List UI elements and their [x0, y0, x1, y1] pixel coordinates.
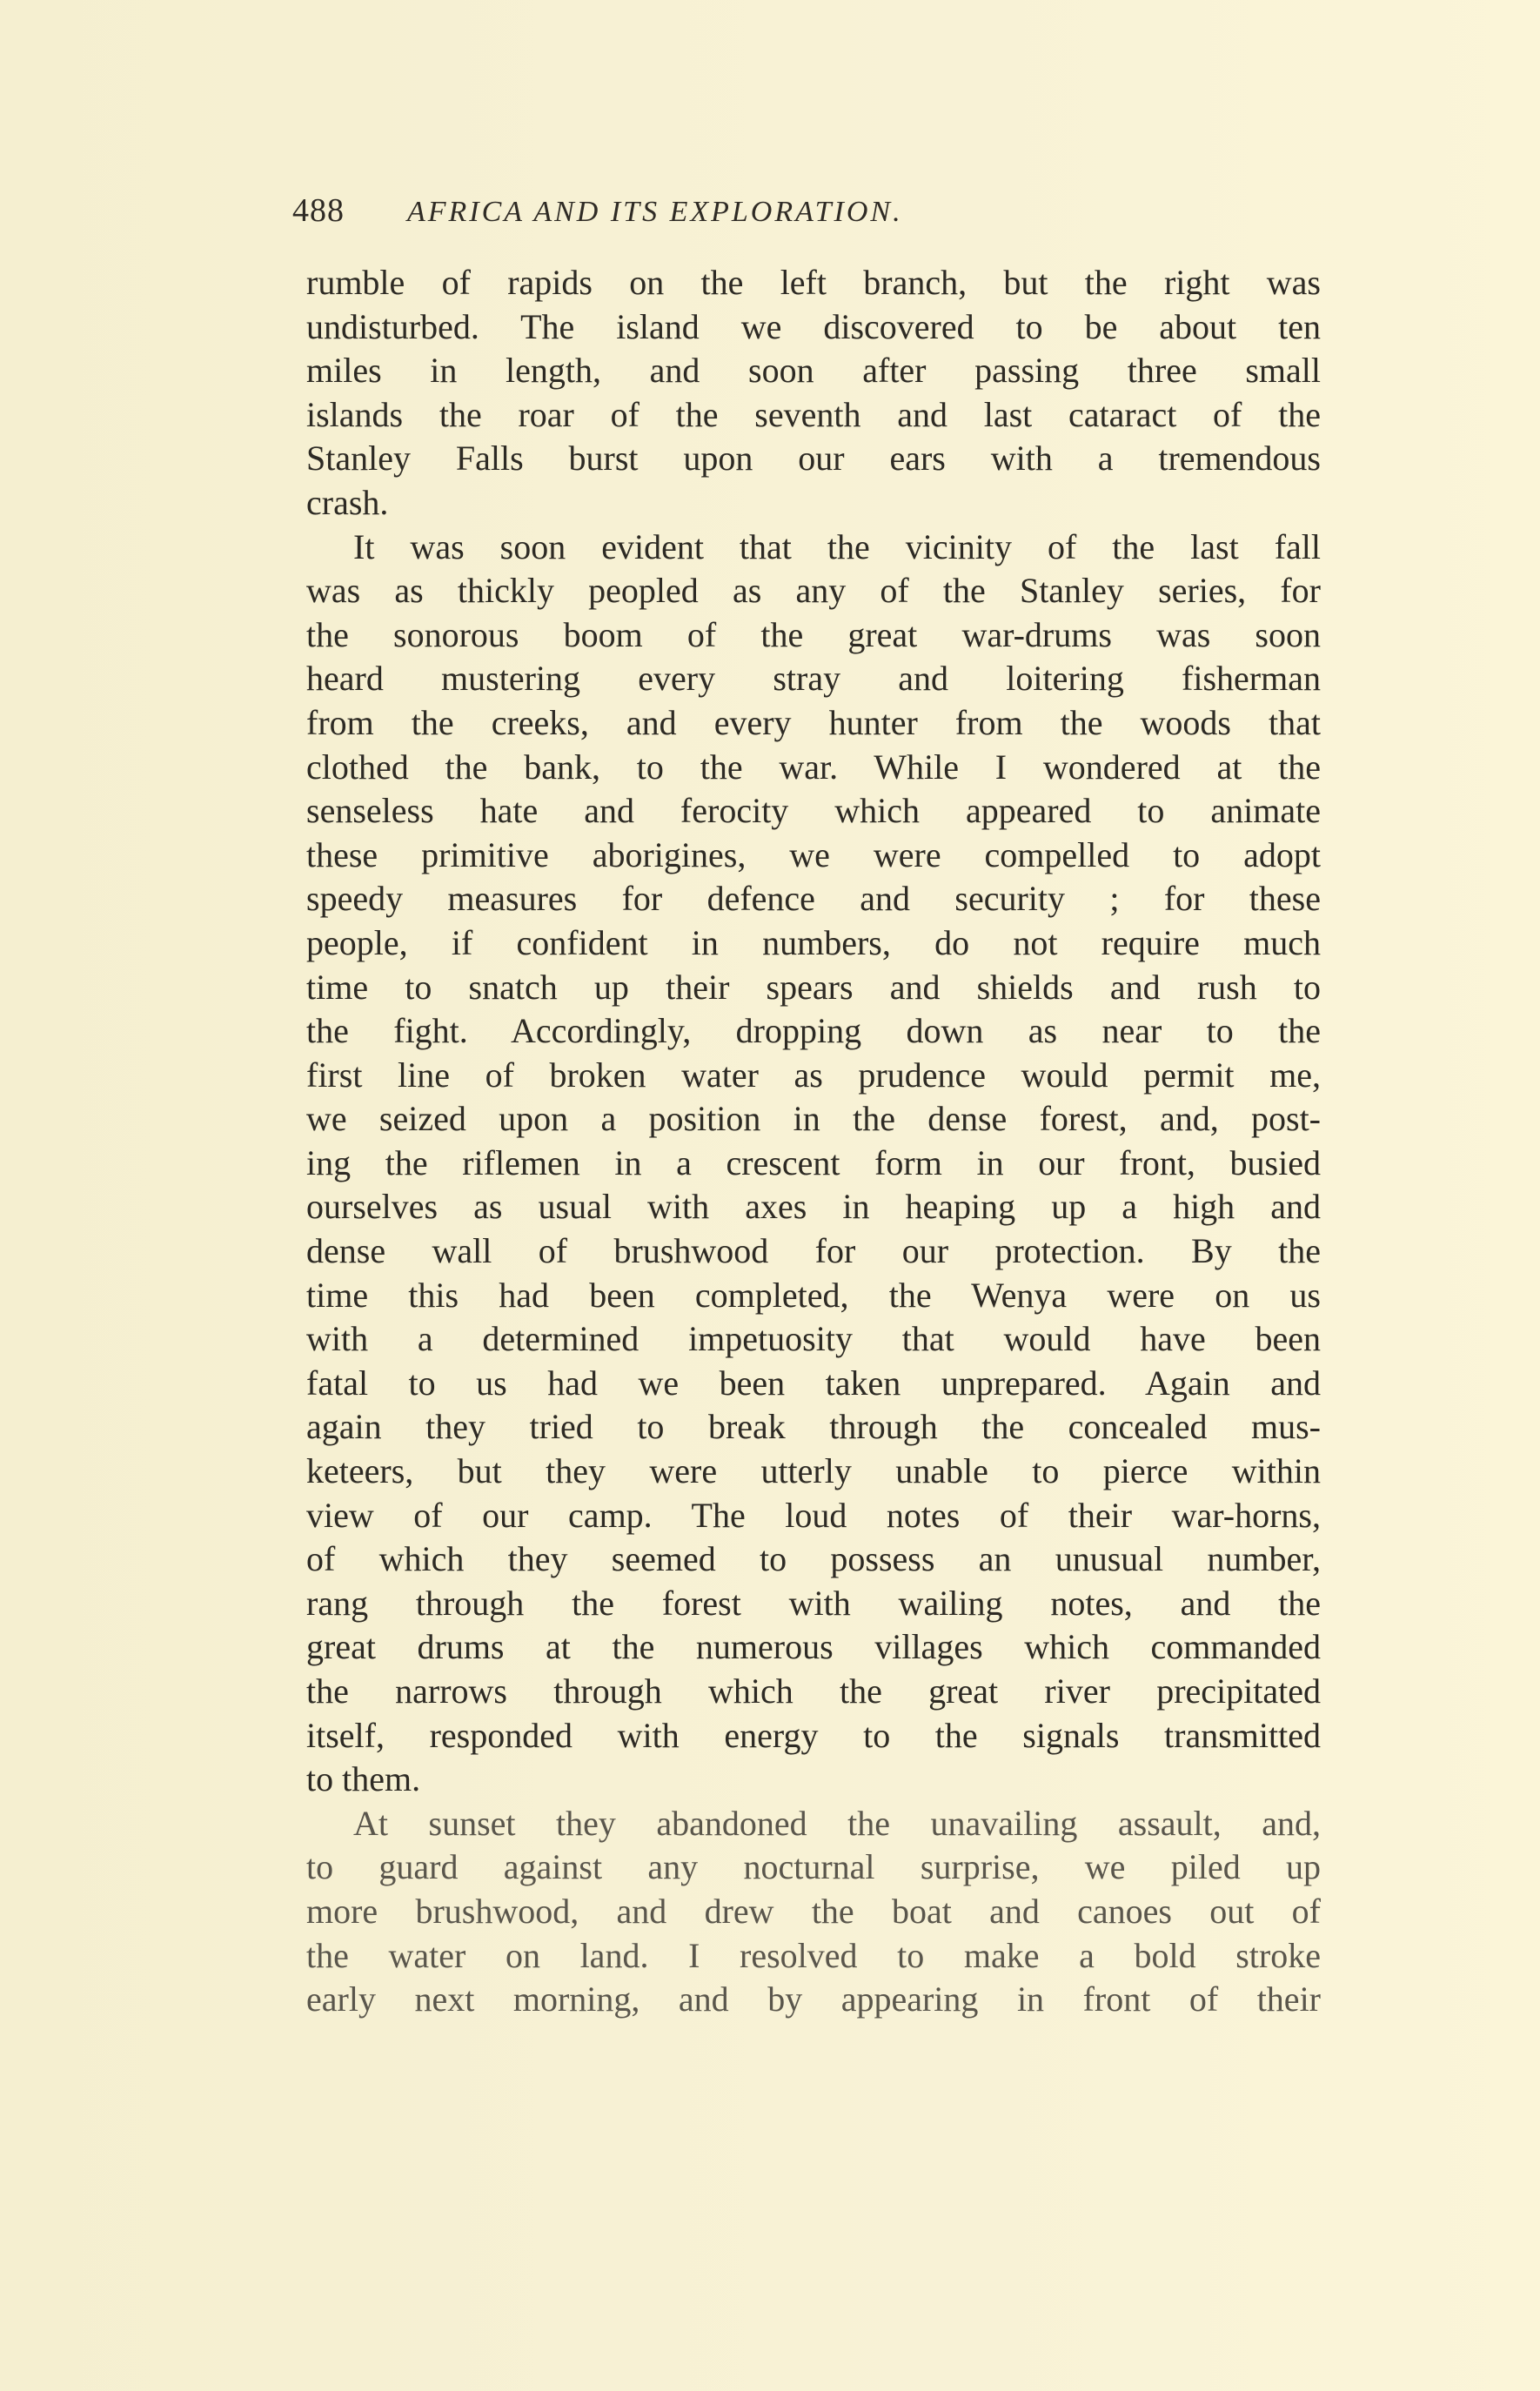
body-text [306, 261, 1321, 2022]
text-line: undisturbed. The island we discovered to be about ten [306, 306, 1321, 346]
text-line: rumble of rapids on the left branch, but the right was [306, 263, 1321, 302]
text-line: more brushwood, and drew the boat and canoes out of [306, 1891, 1321, 1931]
text-line: these primitive aborigines, we were compelled to adopt [306, 834, 1321, 874]
text-line: It was soon evident that the vicinity of the last fall [353, 526, 1321, 566]
paragraph-1 [306, 261, 1321, 526]
text-line: was as thickly peopled as any of the Stanley series, for [306, 571, 1321, 611]
text-line: crash. [306, 482, 389, 522]
text-line: rang through the forest with wailing notes, and the [306, 1583, 1321, 1623]
text-line: of which they seemed to possess an unusual number, [306, 1539, 1321, 1579]
text-line: great drums at the numerous villages which commanded [306, 1627, 1321, 1667]
text-line: time this had been completed, the Wenya were on us [306, 1275, 1321, 1315]
page-header [292, 191, 1319, 240]
text-line: with a determined impetuosity that would have been [306, 1319, 1321, 1359]
text-line: we seized upon a position in the dense forest, and, post- [306, 1099, 1321, 1139]
text-line: to guard against any nocturnal surprise, we piled up [306, 1847, 1321, 1887]
text-line: At sunset they abandoned the unavailing assault, and, [353, 1803, 1321, 1843]
text-line: fatal to us had we been taken unprepared. Again and [306, 1363, 1321, 1403]
text-line: from the creeks, and every hunter from the woods that [306, 702, 1321, 742]
text-line: the sonorous boom of the great war-drums was soon [306, 614, 1321, 654]
text-line: first line of broken water as prudence would permit me, [306, 1055, 1321, 1095]
text-line: the narrows through which the great river precipitated [306, 1671, 1321, 1711]
text-line: heard mustering every stray and loitering fisherman [306, 659, 1321, 699]
paragraph-2 [306, 526, 1321, 1802]
paragraph-3 [306, 1802, 1321, 2022]
text-line: the fight. Accordingly, dropping down as near to the [306, 1011, 1321, 1051]
text-line: time to snatch up their spears and shields and rush to [306, 967, 1321, 1007]
text-line: speedy measures for defence and security ; for these [306, 879, 1321, 919]
text-line: keteers, but they were utterly unable to pierce within [306, 1451, 1321, 1491]
text-line: itself, responded with energy to the signals transmitted [306, 1715, 1321, 1755]
text-line: people, if confident in numbers, do not require much [306, 922, 1321, 962]
page-number: 488 [292, 192, 345, 229]
text-line: ing the riflemen in a crescent form in our front, busied [306, 1142, 1321, 1182]
text-line: again they tried to break through the concealed mus- [306, 1407, 1321, 1447]
text-line: early next morning, and by appearing in front of their [306, 1979, 1321, 2019]
text-line: miles in length, and soon after passing three small [306, 351, 1321, 391]
text-line: to them. [306, 1759, 421, 1799]
text-line: clothed the bank, to the war. While I wondered at the [306, 747, 1321, 787]
text-line: ourselves as usual with axes in heaping up a high and [306, 1187, 1321, 1227]
text-line: senseless hate and ferocity which appeared to animate [306, 791, 1321, 831]
text-line: view of our camp. The loud notes of their war-horns, [306, 1495, 1321, 1535]
text-line: Stanley Falls burst upon our ears with a tremendous [306, 439, 1321, 479]
running-title: AFRICA AND ITS EXPLORATION. [407, 196, 903, 228]
text-line: the water on land. I resolved to make a bold stroke [306, 1935, 1321, 1975]
text-line: islands the roar of the seventh and last cataract of the [306, 394, 1321, 434]
text-line: dense wall of brushwood for our protection. By the [306, 1231, 1321, 1271]
